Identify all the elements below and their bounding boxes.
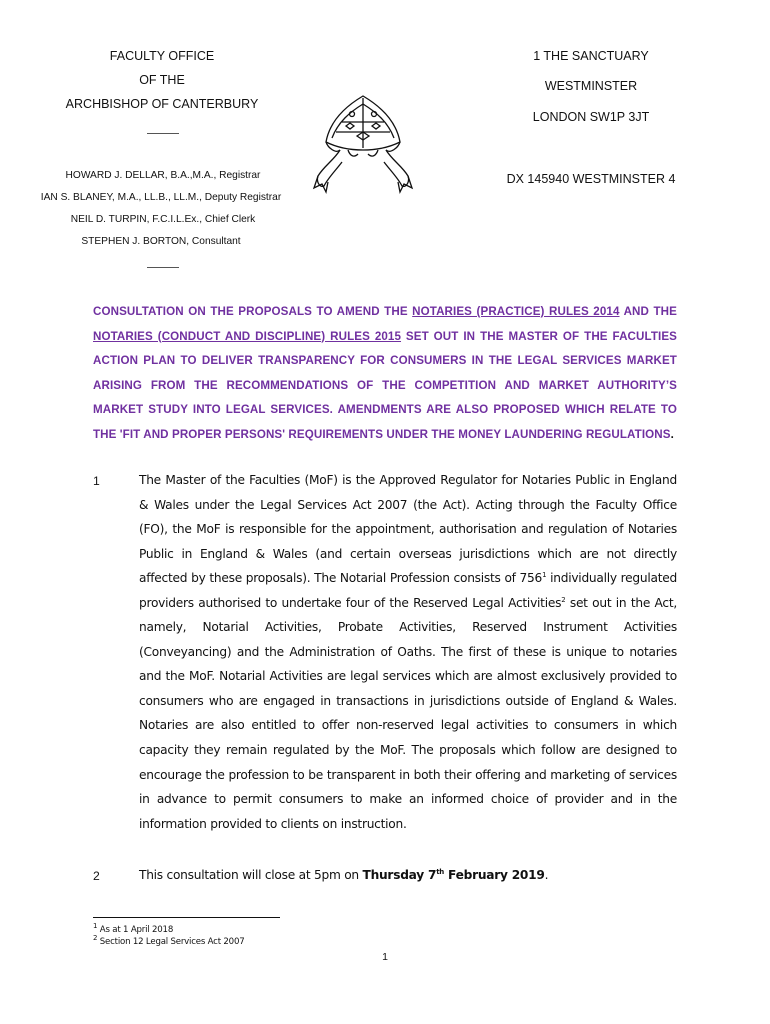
footnote-ref-2[interactable]: 2 [561,595,566,604]
paragraph-1-text-c: set out in the Act, namely, Notarial Activities, Probate Activities, Reserved Instrument Activities (Conveyancing) and the Administration of Oaths. The first of these is unique to notaries and the MoF. Notarial Activities are legal services which are almost exclusively provided to consumers who are engaged in transactions in jurisdictions outside of England & Wales. Notaries are also entitled to offer non-reserved legal activities to consumers in which capacity they remain regulated by the MoF. The proposals which follow are designed to encourage the profession to be transparent in both their offering and marketing of services in advance to permit consumers to make an informed choice of provider and in the information provided to clients on instruction. [139,595,677,831]
paragraph-2 [139,863,677,888]
paragraph-number-1: 1 [93,474,100,488]
paragraph-2-period: . [544,868,549,882]
footnote-1-text: As at 1 April 2018 [97,925,174,935]
page-number: 1 [382,951,388,963]
notaries-conduct-rules-link[interactable]: NOTARIES (CONDUCT AND DISCIPLINE) RULES 2015 [93,329,402,343]
header-divider [147,133,179,134]
title-text-3: SET OUT IN THE MASTER OF THE FACULTIES ACTION PLAN TO DELIVER TRANSPARENCY FOR CONSUMERS IN THE LEGAL SERVICES MARKET ARISING FROM THE RECOMMENDATIONS OF THE COMPETITION AND MARKET AUTHORITY’S MARKET STUDY INTO LEGAL SERVICES. AMENDMENTS ARE ALSO PROPOSED WHICH RELATE TO THE 'FIT AND PROPER PERSONS' REQUIREMENTS UNDER THE MONEY LAUNDERING REGULATIONS [93,329,677,441]
notaries-practice-rules-link[interactable]: NOTARIES (PRACTICE) RULES 2014 [412,305,620,318]
closing-date [363,868,545,882]
footnote-1 [93,922,174,935]
footnote-1-number: 1 [93,922,98,931]
staff-chief-clerk: NEIL D. TURPIN, F.C.I.L.Ex., Chief Clerk [70,214,256,225]
closing-date-day: Thursday 7 [362,868,437,882]
closing-date-ordinal: th [436,867,445,876]
title-period: . [670,427,674,441]
closing-date-month-year: February 2019 [444,868,545,882]
office-name-line-1: FACULTY OFFICE [109,49,215,63]
consultation-title [93,300,677,448]
paragraph-1-text-b: individually regulated providers authorised to undertake four of the Reserved Legal Activities [139,571,678,610]
address-line-2: WESTMINSTER [544,79,638,93]
paragraph-1 [139,468,677,836]
footnote-2-text: Section 12 Legal Services Act 2007 [97,937,245,947]
staff-consultant: STEPHEN J. BORTON, Consultant [81,236,241,247]
address-line-3: LONDON SW1P 3JT [532,110,650,124]
footnote-ref-1[interactable]: 1 [542,571,547,580]
paragraph-number-2: 2 [93,869,100,883]
footnote-2-number: 2 [93,934,98,943]
footnote-separator [93,917,280,918]
title-text-2: AND THE [619,305,677,318]
staff-registrar: HOWARD J. DELLAR, B.A.,M.A., Registrar [65,170,261,181]
staff-divider [147,267,179,268]
title-text-1: CONSULTATION ON THE PROPOSALS TO AMEND THE [93,305,413,318]
paragraph-2-text: This consultation will close at 5pm on [139,868,363,882]
office-name-line-2: OF THE [139,73,185,87]
mitre-crest-icon [308,92,418,196]
office-name-line-3: ARCHBISHOP OF CANTERBURY [65,97,259,111]
paragraph-1-text-a: The Master of the Faculties (MoF) is the Approved Regulator for Notaries Public in England & Wales under the Legal Services Act 2007 (the Act). Acting through the Faculty Office (FO), the MoF is responsible for the appointment, authorisation and regulation of Notaries Public in England & Wales (and certain overseas jurisdictions which are not directly affected by these proposals). The Notarial Profession consists of 756 [139,473,677,586]
dx-address: DX 145940 WESTMINSTER 4 [506,172,676,186]
staff-deputy-registrar: IAN S. BLANEY, M.A., LL.B., LL.M., Deputy Registrar [40,192,282,203]
address-line-1: 1 THE SANCTUARY [533,49,649,63]
footnote-2 [93,934,245,947]
